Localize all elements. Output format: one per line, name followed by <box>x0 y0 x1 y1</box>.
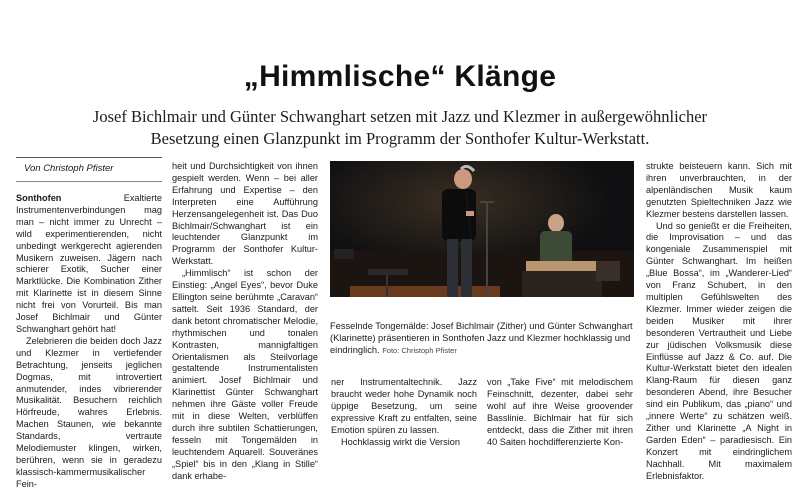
subheadline-line-2: Besetzung einen Glanzpunkt im Programm der Sonthofer Kultur-Werkstatt. <box>150 129 650 148</box>
article-column-3 <box>331 377 477 448</box>
concert-photo <box>330 161 634 297</box>
lead-text: Exaltierte Instrumentenverbindungen mag man – nicht immer zu Unrecht – wild experimentierenden, nicht unbedingt werkgerecht agierenden Musikern zuweisen. Jägern nach schierer Exotik, Sucher einer Marktlücke. Die Kombination Zither mit Klarinette ist in diesem Sinne nicht frei von Vorurteil. Bis man Josef Bichlmair und Günter Schwanghart gehört hat! <box>16 193 162 334</box>
photo-credit: Foto: Christoph Pfister <box>382 346 457 355</box>
paragraph: von „Take Five“ mit melodischem Feinschnitt, dezenter, dabei sehr wohl auf ihre Weise groovender Basslinie. Bichlmair hat für sich entdeckt, dass die Zither mit ihren 40 Saiten hochdifferenzierte Kon- <box>487 377 633 447</box>
article-column-4 <box>487 377 633 448</box>
dateline: Sonthofen <box>16 193 62 203</box>
subheadline-line-1: Josef Bichlmair und Günter Schwanghart setzen mit Jazz und Klezmer in außergewöhnlicher <box>92 107 708 126</box>
byline-box <box>16 157 162 182</box>
article-column-2 <box>172 161 318 482</box>
article-column-1 <box>16 193 162 491</box>
paragraph: strukte beisteuern kann. Sich mit ihren unverbrauchten, in der alpenländischen Musik kaum genutzten Spieltechniken Jazz wie Klezmer bestens darstellen lassen. <box>646 161 792 219</box>
photo-caption <box>330 320 634 357</box>
paragraph: „Himmlisch“ ist schon der Einstieg: „Angel Eyes“, bevor Duke Ellington seine berühmte „Caravan“ sattelt. Seit 1936 Standard, der dank betont chromatischer Melodie, rhythmischen und tonalen Kontrasten, mannigfaltigen Orientalismen als Steilvorlage gestaltende Instrumentalisten animiert. Josef Bichlmair und Klarinettist Günter Schwanghart nehmen ihre Gäste voller Freude mit in diese Welten, verblüffen durch ihre subtilen Schattierungen, fesseln mit Tongemälden in leuchtendem Aquarell. Souveränes „Spiel“ bis in den „Klang in Stille“ dank erhabe- <box>172 268 318 481</box>
paragraph: Und so genießt er die Freiheiten, die Improvisation – und das kongeniale Zusammenspiel mit Günter Schwanghart. Im heißen „Blue Bossa“, im „Wanderer-Lied“ von Franz Schubert, in den multiplen Gefühlswelten des Klezmer. Immer wieder zeigen die beiden Musiker mit ihrer besonderen Vertrautheit und Liebe zur jüdischen Volksmusik diese Einflüsse auf Jazz & Co. auf. Die Kultur-Werkstatt bietet den idealen Klang-Raum für diesen ganz besonderen Abend, ihre Besucher sind ein Publikum, das „piano“ und „innere Werte“ zu schätzen weiß. Zither und Klarinette „A Night in Garden Eden“ – paradiesisch. Ein Konzert mit eindringlichem Nachhall. Mit maximalem Erlebnisfaktor. <box>646 220 792 481</box>
headline: „Himmlische“ Klänge <box>243 60 557 93</box>
paragraph: Zelebrieren die beiden doch Jazz und Klezmer in vertiefender Betrachtung, jenseits jeglichen Dogmas, mit introvertiert anmutender, indes vibrierender Musikalität. Besuchern reichlich Hörfreude, wahres Erlebnis. Machen Staunen, wie bekannte Standards, vertraute Melodiemuster klingen, wirken, berühren, wenn sie in geradezu klassisch-kammermusikalischer Fein- <box>16 335 162 489</box>
lead-paragraph <box>16 193 162 336</box>
byline-bottom-rule <box>16 181 162 182</box>
paragraph: heit und Durchsichtigkeit von ihnen gespielt werden. Wenn – bei aller Erfahrung und Expertise – den Interpreten eine Aufführung Herzensangelegenheit ist. Das Duo Bichlmair/Schwanghart ist ein leuchtender Glanzpunkt im Programm der Sonthofer Kultur-Werkstatt. <box>172 161 318 267</box>
concert-photo-illustration <box>330 161 634 297</box>
paragraph: Hochklassig wirkt die Version <box>341 436 460 447</box>
byline: Von Christoph Pfister <box>24 163 114 174</box>
caption-text: Fesselnde Tongemälde: Josef Bichlmair (Zither) und Günter Schwanghart (Klarinette) präsentieren in Sonthofen Jazz und Klezmer hochklassig und eindringlich. <box>330 321 633 355</box>
subheadline <box>60 106 740 150</box>
article-column-5 <box>646 161 792 482</box>
paragraph: ner Instrumentaltechnik. Jazz braucht weder hohe Dynamik noch üppige Besetzung, um seine expressive Kraft zu entfalten, seine Emotion spüren zu lassen. <box>331 377 477 435</box>
